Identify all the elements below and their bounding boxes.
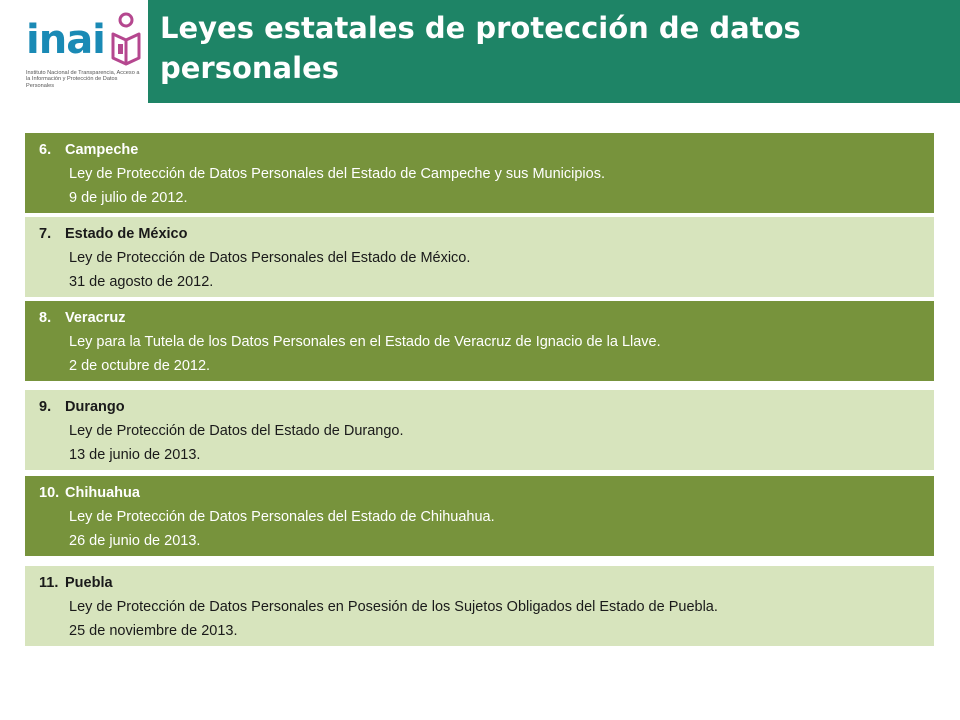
state-name: Durango [65,399,125,415]
law-title: Ley de Protección de Datos Personales del Estado de Chihuahua. [69,509,495,525]
card-heading [39,395,934,419]
law-title: Ley para la Tutela de los Datos Personales en el Estado de Veracruz de Ignacio de la Llave. [69,334,661,350]
law-card-puebla [25,566,934,646]
publication-date: 26 de junio de 2013. [69,533,201,549]
card-heading [39,481,934,505]
state-name: Veracruz [65,310,126,326]
law-title: Ley de Protección de Datos Personales del Estado de México. [69,250,471,266]
law-card-durango [25,390,934,470]
state-name: Estado de México [65,226,188,242]
card-heading [39,222,934,246]
law-card-chihuahua [25,476,934,556]
law-title: Ley de Protección de Datos Personales en Posesión de los Sujetos Obligados del Estado de Puebla. [69,599,718,615]
entry-number: 10. [39,485,60,501]
entry-number: 11. [39,575,59,591]
card-heading [39,138,934,162]
law-card-veracruz [25,301,934,381]
logo [0,0,148,103]
logo-subtitle: Instituto Nacional de Transparencia, Acceso a la Información y Protección de Datos Personales [26,70,140,89]
law-title: Ley de Protección de Datos Personales del Estado de Campeche y sus Municipios. [69,166,605,182]
publication-date: 31 de agosto de 2012. [69,274,214,290]
publication-date: 2 de octubre de 2012. [69,358,211,374]
person-book-icon [110,12,142,66]
entry-number: 9. [39,399,52,415]
state-name: Puebla [65,575,113,591]
publication-date: 9 de julio de 2012. [69,190,188,206]
title-bar [148,0,960,103]
logo-wordmark: inai [26,17,105,63]
law-card-campeche [25,133,934,213]
entry-number: 8. [39,310,52,326]
card-heading [39,306,934,330]
entry-number: 6. [39,142,52,158]
publication-date: 25 de noviembre de 2013. [69,623,238,639]
publication-date: 13 de junio de 2013. [69,447,201,463]
page-title: Leyes estatales de protección de datos personales [160,11,801,85]
law-title: Ley de Protección de Datos del Estado de Durango. [69,423,404,439]
law-card-estado-de-mexico [25,217,934,297]
state-name: Chihuahua [65,485,140,501]
entry-number: 7. [39,226,52,242]
state-name: Campeche [65,142,139,158]
card-heading [39,571,934,595]
